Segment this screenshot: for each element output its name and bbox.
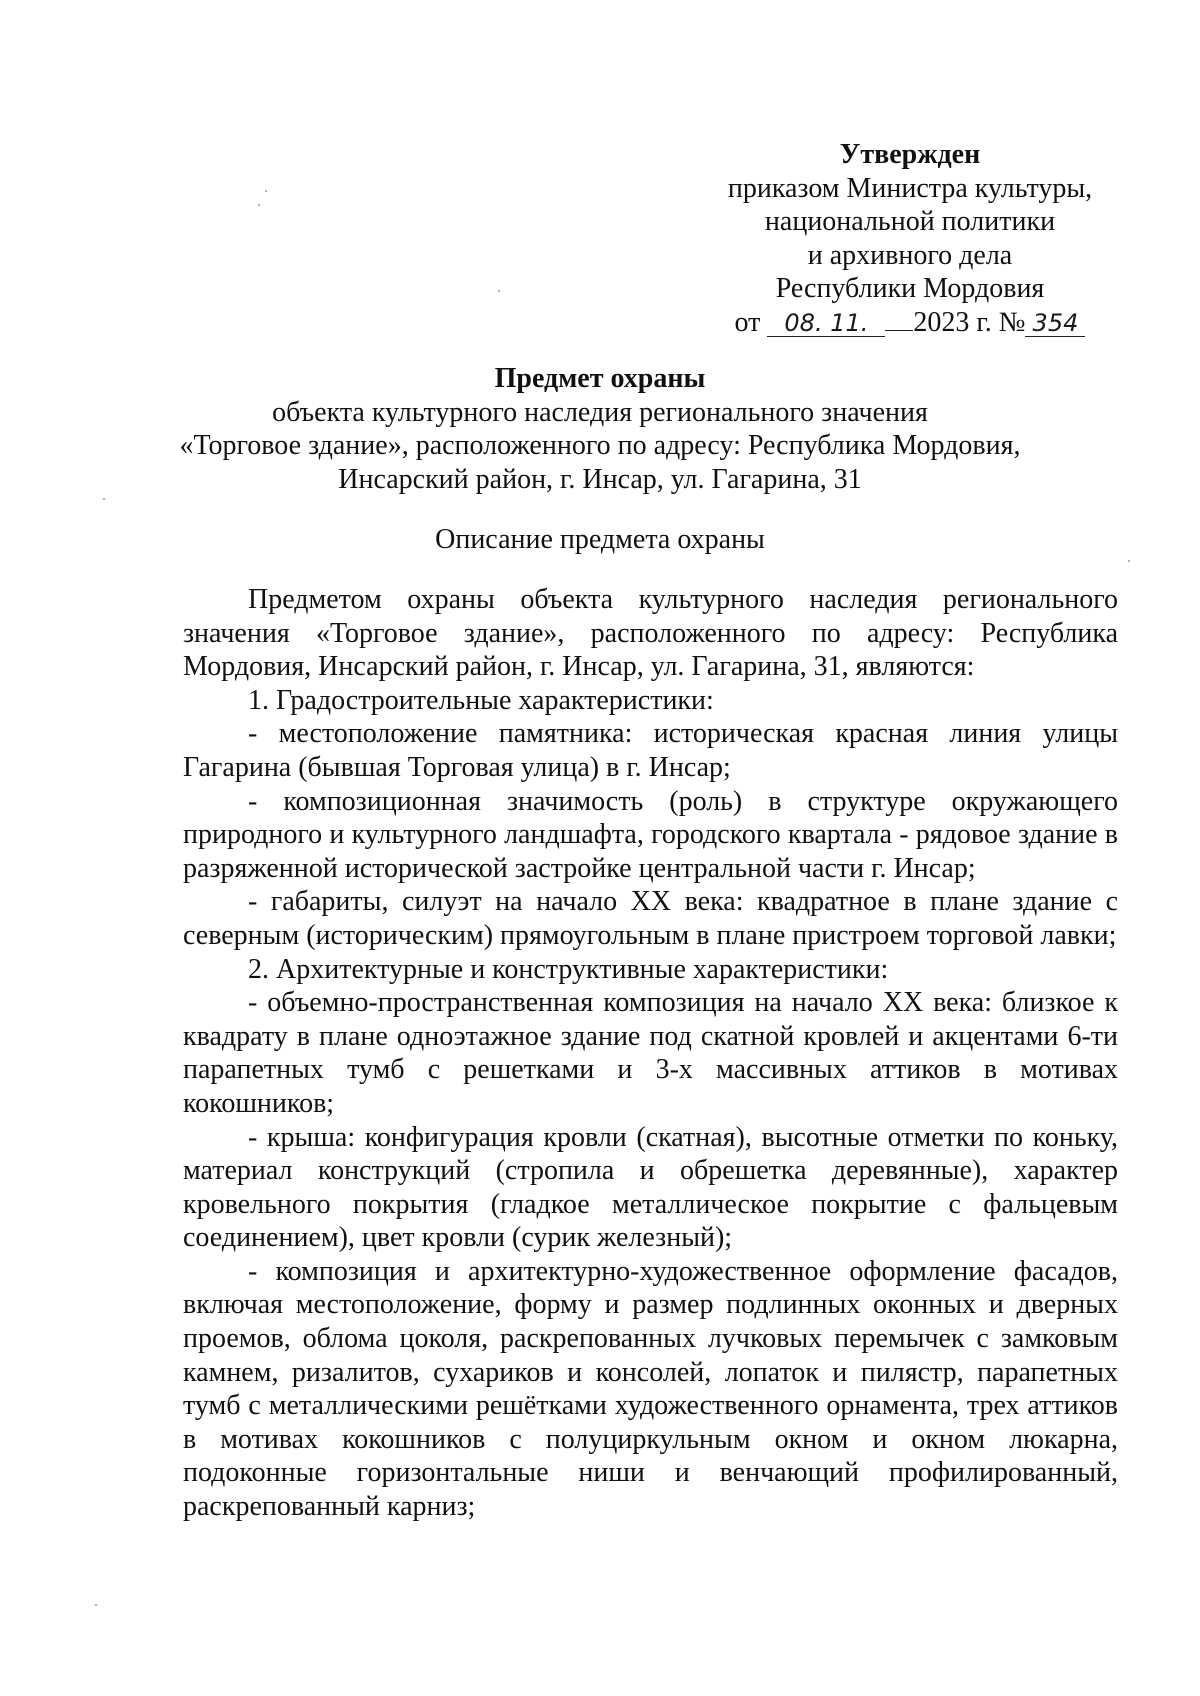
handwritten-date: 08. 11. — [767, 310, 885, 337]
section-subtitle: Описание предмета охраны — [435, 524, 765, 555]
title-line: Инсарский район, г. Инсар, ул. Гагарина, 31 — [338, 463, 862, 495]
section-heading: 1. Градостроительные характеристики: — [248, 684, 714, 716]
approval-stamp-block — [700, 138, 1120, 339]
approval-line: Республики Мордовия — [775, 273, 1045, 304]
document-title: Предмет охраны — [494, 363, 706, 394]
list-item: - композиционная значимость (роль) в структуре окружающего природного и культурного ландшафта, городского квартала - рядовое здание в разряженной исторической застройке центральной части г. Инсар; — [183, 785, 1118, 884]
approval-line: приказом Министра культуры, — [727, 172, 1093, 204]
body-paragraph: Предметом охраны объекта культурного наследия регионального значения «Торговое здание», расположенного по адресу: Республика Мордовия, Инсарский район, г. Инсар, ул. Гагарина, 31, являются: — [183, 584, 1118, 683]
approval-heading: Утвержден — [839, 139, 981, 170]
section-heading: 2. Архитектурные и конструктивные характеристики: — [248, 953, 889, 985]
list-item: - композиция и архитектурно-художественное оформление фасадов, включая местоположение, форму и размер подлинных оконных и дверных проемов, облома цоколя, раскрепованных лучковых перемычек с замковым камнем, ризалитов, сухариков и консолей, лопаток и пилястр, парапетных тумб с металлическими решётками художественного орнамента, трех аттиков в мотивах кокошников с полуциркульным окном и окном люкарна, подоконные горизонтальные ниши и венчающий профилированный, раскрепованный карниз; — [183, 1255, 1118, 1523]
title-line: «Торговое здание», расположенного по адресу: Республика Мордовия, — [179, 430, 1021, 461]
title-line: объекта культурного наследия регионального значения — [272, 396, 928, 428]
list-item: - крыша: конфигурация кровли (скатная), высотные отметки по коньку, материал конструкций (стропила и обрешетка деревянные), характер кровельного покрытия (гладкое металлическое покрытие с фальцевым соединением), цвет кровли (сурик железный); — [183, 1121, 1118, 1254]
list-item: - габариты, силуэт на начало XX века: квадратное в плане здание с северным (историческим) прямоугольным в плане пристроем торговой лавки; — [183, 886, 1118, 951]
document-title-block — [150, 362, 1050, 496]
approval-line: национальной политики — [764, 206, 1056, 237]
list-item: - объемно-пространственная композиция на начало XX века: близкое к квадрату в плане одноэтажное здание под скатной кровлей и акцентами 6-ти парапетных тумб с решетками и 3-х массивных аттиков в мотивах кокошников; — [183, 987, 1118, 1119]
year-text: 2023 г. № — [913, 306, 1026, 338]
approval-date-line — [700, 306, 1120, 340]
date-underline-gap — [885, 330, 913, 331]
list-item: - местоположение памятника: историческая красная линия улицы Гагарина (бывшая Торговая улица) в г. Инсар; — [183, 718, 1118, 783]
handwritten-order-number: 354 — [1025, 310, 1085, 337]
document-body — [183, 583, 1118, 1524]
approval-line: и архивного дела — [807, 239, 1013, 271]
date-prefix: от — [734, 306, 761, 338]
